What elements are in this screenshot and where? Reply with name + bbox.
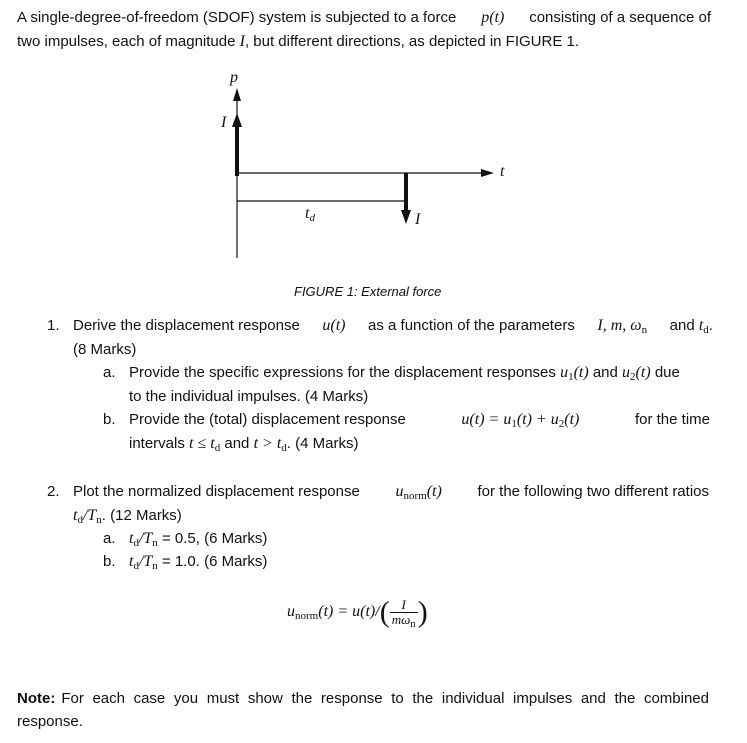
impulse-down-arrowhead <box>401 210 411 224</box>
figure-1-force-diagram <box>0 0 747 300</box>
t-axis-arrowhead <box>481 169 494 177</box>
q1a-line-1: Provide the specific expressions for the displacement responses $u_1(t)$ and $u_2(t)$ due <box>129 364 680 383</box>
q2a-label: a. <box>103 530 116 547</box>
q1-marks: (8 Marks) <box>73 341 137 358</box>
q2-line-2: $t_d/T_n$. (12 Marks) <box>73 507 182 526</box>
td-label: $t_d$ <box>305 205 315 224</box>
q2b-label: b. <box>103 553 116 570</box>
intro-line-2: two impulses, each of magnitude I, but different directions, as depicted in FIGURE 1. <box>17 33 580 50</box>
q1a-label: a. <box>103 364 116 381</box>
q1b-line-2: intervals $t \le t_d$ and $t > t_d$. (4 Marks) <box>129 435 359 454</box>
q2-number: 2. <box>47 483 60 500</box>
impulse-down-bar <box>404 173 408 213</box>
t-axis-label: t <box>500 163 505 180</box>
q2a-line: $t_d/T_n = 0.5$, (6 Marks) <box>129 530 268 549</box>
q1-number: 1. <box>47 317 60 334</box>
impulse-up-label: I <box>221 114 227 131</box>
impulse-down-label: I <box>415 211 421 228</box>
impulse-up-bar <box>235 124 239 176</box>
impulse-up-arrowhead <box>232 113 242 127</box>
q1-line-1: Derive the displacement response u(t) as a function of the parameters I, m, $\omega_n$ and $t_d$. <box>73 317 713 336</box>
intro-p-of-t: p(t) <box>481 9 505 26</box>
p-axis-arrowhead <box>233 88 241 101</box>
note-line-2: response. <box>17 713 83 730</box>
intro-line-1: A single-degree-of-freedom (SDOF) system is subjected to a force p(t) consisting of a sequence of <box>17 6 711 29</box>
p-axis-label: p <box>230 69 238 86</box>
q2b-line: $t_d/T_n = 1.0$. (6 Marks) <box>129 553 268 572</box>
figure-caption: FIGURE 1: External force <box>294 284 442 299</box>
normalization-equation: $u_{norm}(t) = u(t)/$( $\frac{I}{m\omega_n}$ ) <box>287 595 428 630</box>
note-line-1: Note: For each case you must show the response to the individual impulses and the combined <box>17 690 709 707</box>
q1b-label: b. <box>103 411 116 428</box>
q1a-line-2: to the individual impulses. (4 Marks) <box>129 388 369 405</box>
q1b-line-1: Provide the (total) displacement response $u(t) = u_1(t) + u_2(t)$ for the time <box>129 411 710 430</box>
q2-line-1: Plot the normalized displacement response $u_{norm}(t)$ for the following two different ratios <box>73 483 709 502</box>
normalization-fraction: $\frac{I}{m\omega_n}$ <box>391 596 416 630</box>
